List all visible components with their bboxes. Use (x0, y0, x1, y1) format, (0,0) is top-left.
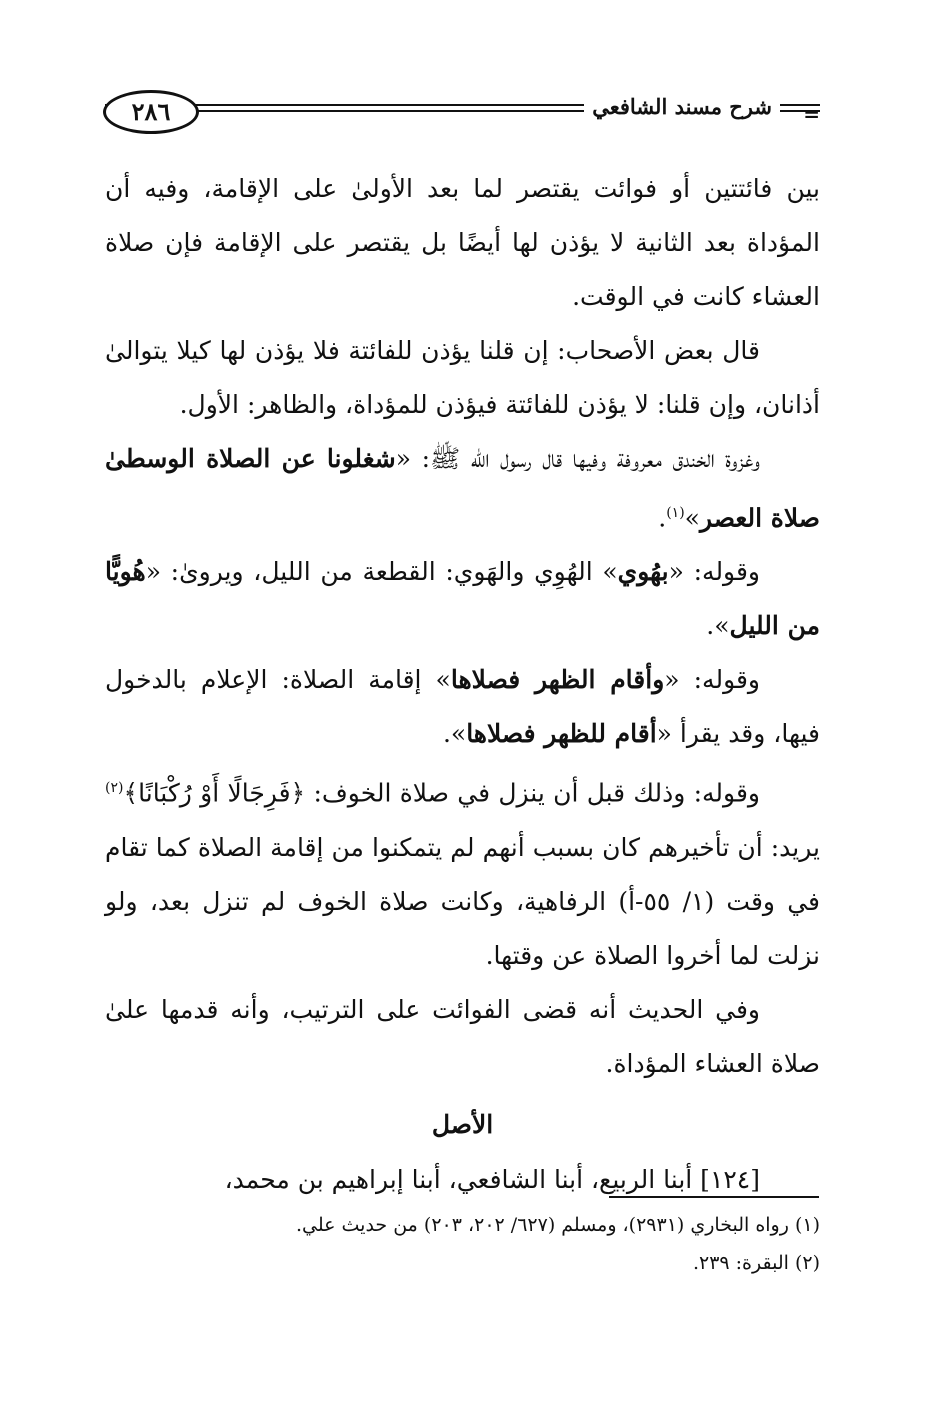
text: وقوله: « (664, 665, 761, 695)
paragraph-8: [١٢٤] أبنا الربيع، أبنا الشافعي، أبنا إبراهيم بن محمد، (224, 1164, 760, 1194)
paragraph-7: وفي الحديث أنه قضى الفوائت على الترتيب، وأنه قدمها علىٰ صلاة العشاء المؤداة. (105, 994, 820, 1078)
paragraph-5 (105, 653, 820, 761)
text: . (658, 503, 667, 533)
text: » إقامة الصلاة: الإعلام بالدخول فيها، وقد يقرأ « (105, 665, 820, 749)
paragraph-6 (105, 761, 820, 982)
term: هُويًّا من الليل (105, 557, 820, 641)
footnote-ref-1: (١) (666, 505, 685, 521)
footnotes (105, 1206, 820, 1282)
header-mark: = (803, 102, 820, 126)
paragraph-3 (105, 432, 820, 545)
page-number-ornament (105, 90, 235, 130)
text: وغزوة الخندق معروفة وفيها قال رسول الله ﷺ: « (395, 444, 760, 473)
text: » (684, 503, 700, 533)
term: وأقام الظهر فصلاها (450, 665, 665, 695)
paragraph-4 (105, 545, 820, 653)
footnote-2: (٢) البقرة: ٢٣٩. (692, 1252, 820, 1274)
text: وقوله: وذلك قبل أن ينزل في صلاة الخوف: ﴿فَرِجَالًا أَوْ رُكْبَانًا﴾ (123, 778, 760, 808)
page-number: ٢٨٦ (103, 90, 199, 134)
term: أقام للظهر فصلاها (466, 719, 657, 749)
footnote-ref-2: (٢) (105, 780, 124, 797)
term: بهُوي (617, 557, 669, 587)
text: ». (706, 611, 730, 641)
paragraph-2: قال بعض الأصحاب: إن قلنا يؤذن للفائتة فلا يؤذن لها كيلا يتوالىٰ أذانان، وإن قلنا: لا يؤذن للفائتة فيؤذن للمؤداة، والظاهر: الأول. (105, 336, 820, 419)
footnote-1: (١) رواه البخاري (٢٩٣١)، ومسلم (٦٢٧/ ٢٠٢، ٢٠٣) من حديث علي. (295, 1214, 820, 1236)
main-text (105, 162, 820, 1207)
text: وقوله: « (668, 557, 760, 587)
running-title: شرح مسند الشافعي (584, 94, 780, 119)
hadith-quote: شغلونا عن الصلاة الوسطىٰ صلاة العصر (105, 444, 820, 533)
text: يريد: أن تأخيرهم كان بسبب أنهم لم يتمكنوا من إقامة الصلاة كما تقام في وقت (١/ ٥٥-أ) الرفاهية، وكانت صلاة الخوف لم تنزل بعد، ولو نزلت لما أخروا الصلاة عن وقتها. (105, 832, 821, 970)
footnote-separator (609, 1196, 819, 1198)
section-heading: الأصل (431, 1109, 494, 1139)
text: » الهُوِي والهَوي: القطعة من الليل، ويروىٰ: « (145, 557, 618, 587)
text: ». (442, 719, 467, 749)
page-header (105, 88, 820, 138)
paragraph-1: بين فائتتين أو فوائت يقتصر لما بعد الأولىٰ على الإقامة، وفيه أن المؤداة بعد الثانية لا يؤذن لها أيضًا بل يقتصر على الإقامة فإن صلاة العشاء كانت في الوقت. (105, 174, 820, 311)
